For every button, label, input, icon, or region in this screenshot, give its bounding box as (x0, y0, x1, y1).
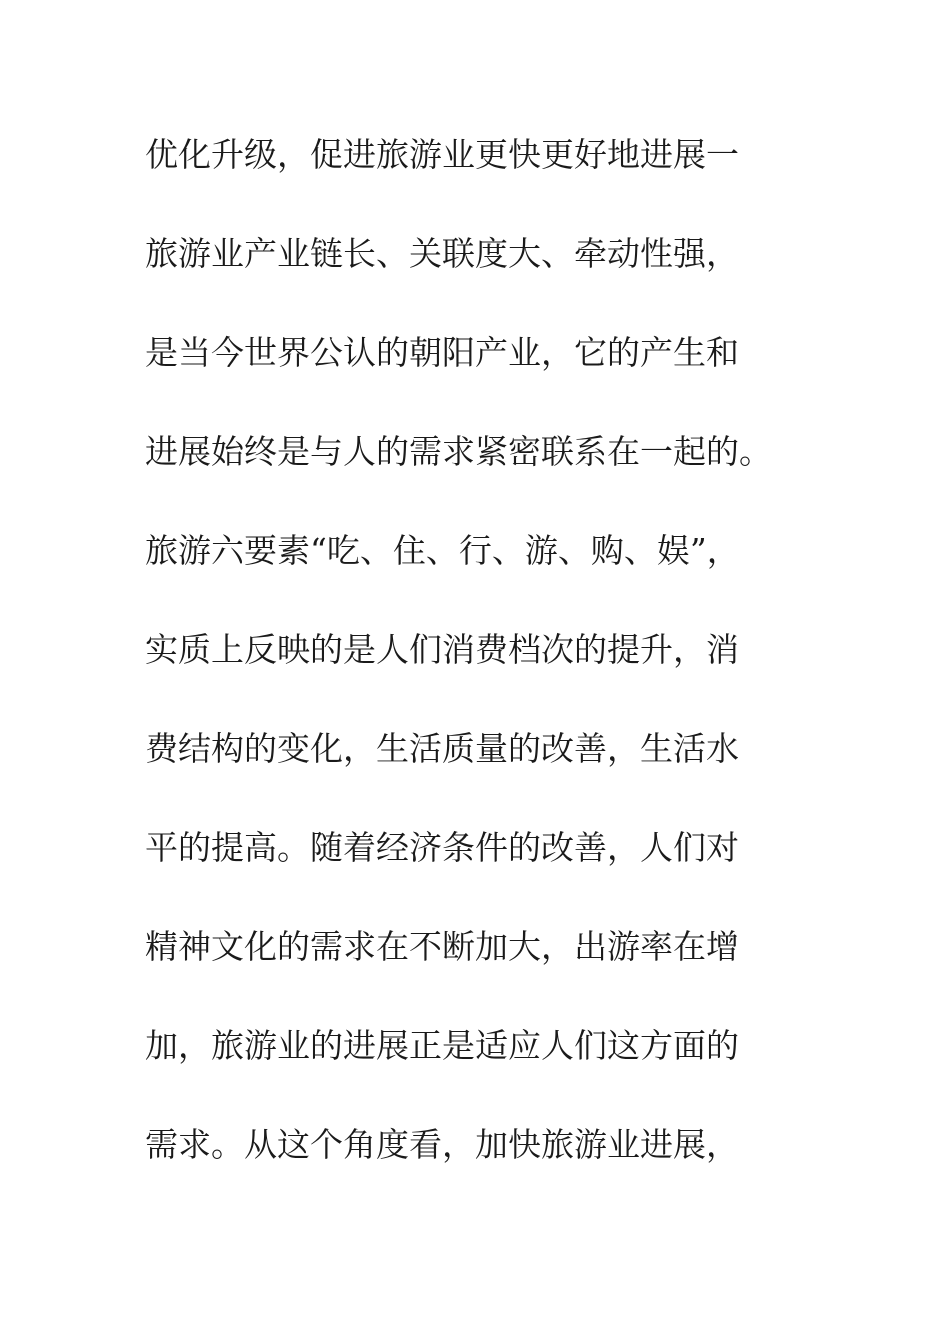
text-line: 旅游业产业链长、关联度大、牵动性强， (145, 234, 739, 273)
text-line: 费结构的变化，生活质量的改善，生活水 (145, 729, 739, 768)
text-line: 进展始终是与人的需求紧密联系在一起的。 (145, 432, 772, 471)
text-line: 平的提高。随着经济条件的改善，人们对 (145, 828, 739, 867)
text-line: 精神文化的需求在不断加大，出游率在增 (145, 927, 739, 966)
text-line: 是当今世界公认的朝阳产业，它的产生和 (145, 333, 739, 372)
text-line: 旅游六要素“吃、住、行、游、购、娱”， (145, 531, 740, 570)
text-line: 实质上反映的是人们消费档次的提升，消 (145, 630, 739, 669)
text-line: 优化升级，促进旅游业更快更好地进展一 (145, 135, 739, 174)
body-text (145, 125, 845, 1214)
text-line: 需求。从这个角度看，加快旅游业进展， (145, 1125, 739, 1164)
text-line: 加，旅游业的进展正是适应人们这方面的 (145, 1026, 739, 1065)
